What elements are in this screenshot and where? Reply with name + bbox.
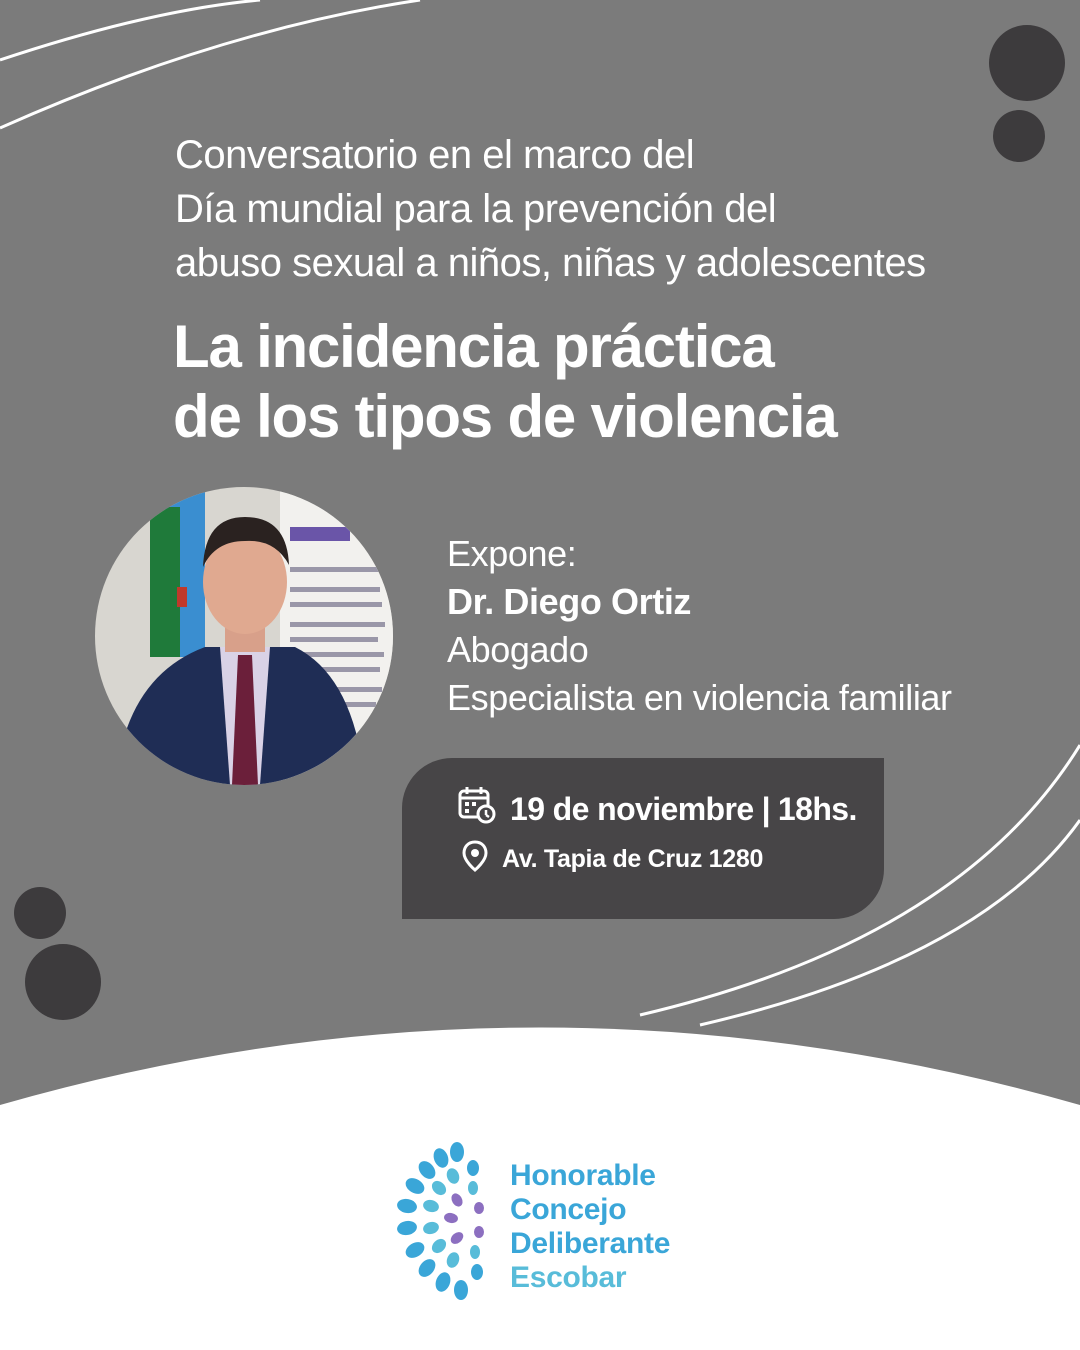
calendar-clock-icon bbox=[458, 786, 496, 832]
decorative-dot bbox=[25, 944, 101, 1020]
logo-line-4: Escobar bbox=[510, 1261, 627, 1294]
speaker-photo bbox=[95, 487, 393, 785]
event-address-row bbox=[462, 840, 763, 879]
location-pin-icon bbox=[462, 840, 488, 879]
intro-line-1: Conversatorio en el marco del bbox=[175, 133, 695, 177]
speaker-specialty: Especialista en violencia familiar bbox=[447, 677, 952, 718]
event-address: Av. Tapia de Cruz 1280 bbox=[502, 845, 764, 873]
logo-line-2: Concejo bbox=[510, 1193, 627, 1226]
intro-line-2: Día mundial para la prevención del bbox=[175, 187, 777, 231]
decorative-dot bbox=[989, 25, 1065, 101]
title-line-2: de los tipos de violencia bbox=[173, 383, 837, 450]
decorative-dot bbox=[14, 887, 66, 939]
speaker-role: Abogado bbox=[447, 629, 589, 670]
event-time: 18hs. bbox=[777, 790, 857, 827]
event-date-row bbox=[458, 786, 857, 832]
decorative-curve bbox=[0, 0, 420, 128]
title-line-1: La incidencia práctica bbox=[173, 313, 774, 380]
date-time-separator: | bbox=[761, 790, 770, 827]
event-date: 19 de noviembre bbox=[510, 790, 754, 827]
decorative-curve bbox=[0, 0, 260, 60]
logo-line-3: Deliberante bbox=[510, 1227, 671, 1260]
speaker-info bbox=[447, 530, 1047, 722]
event-details-box bbox=[402, 758, 884, 919]
hcd-logo-text bbox=[510, 1159, 670, 1295]
hcd-logo-icon bbox=[395, 1140, 495, 1310]
intro-text bbox=[175, 128, 995, 290]
decorative-dot bbox=[993, 110, 1045, 162]
speaker-name: Dr. Diego Ortiz bbox=[447, 581, 692, 622]
speaker-label: Expone: bbox=[447, 533, 577, 574]
logo-line-1: Honorable bbox=[510, 1159, 656, 1192]
event-title bbox=[173, 312, 1033, 452]
intro-line-3: abuso sexual a niños, niñas y adolescentes bbox=[175, 241, 926, 285]
